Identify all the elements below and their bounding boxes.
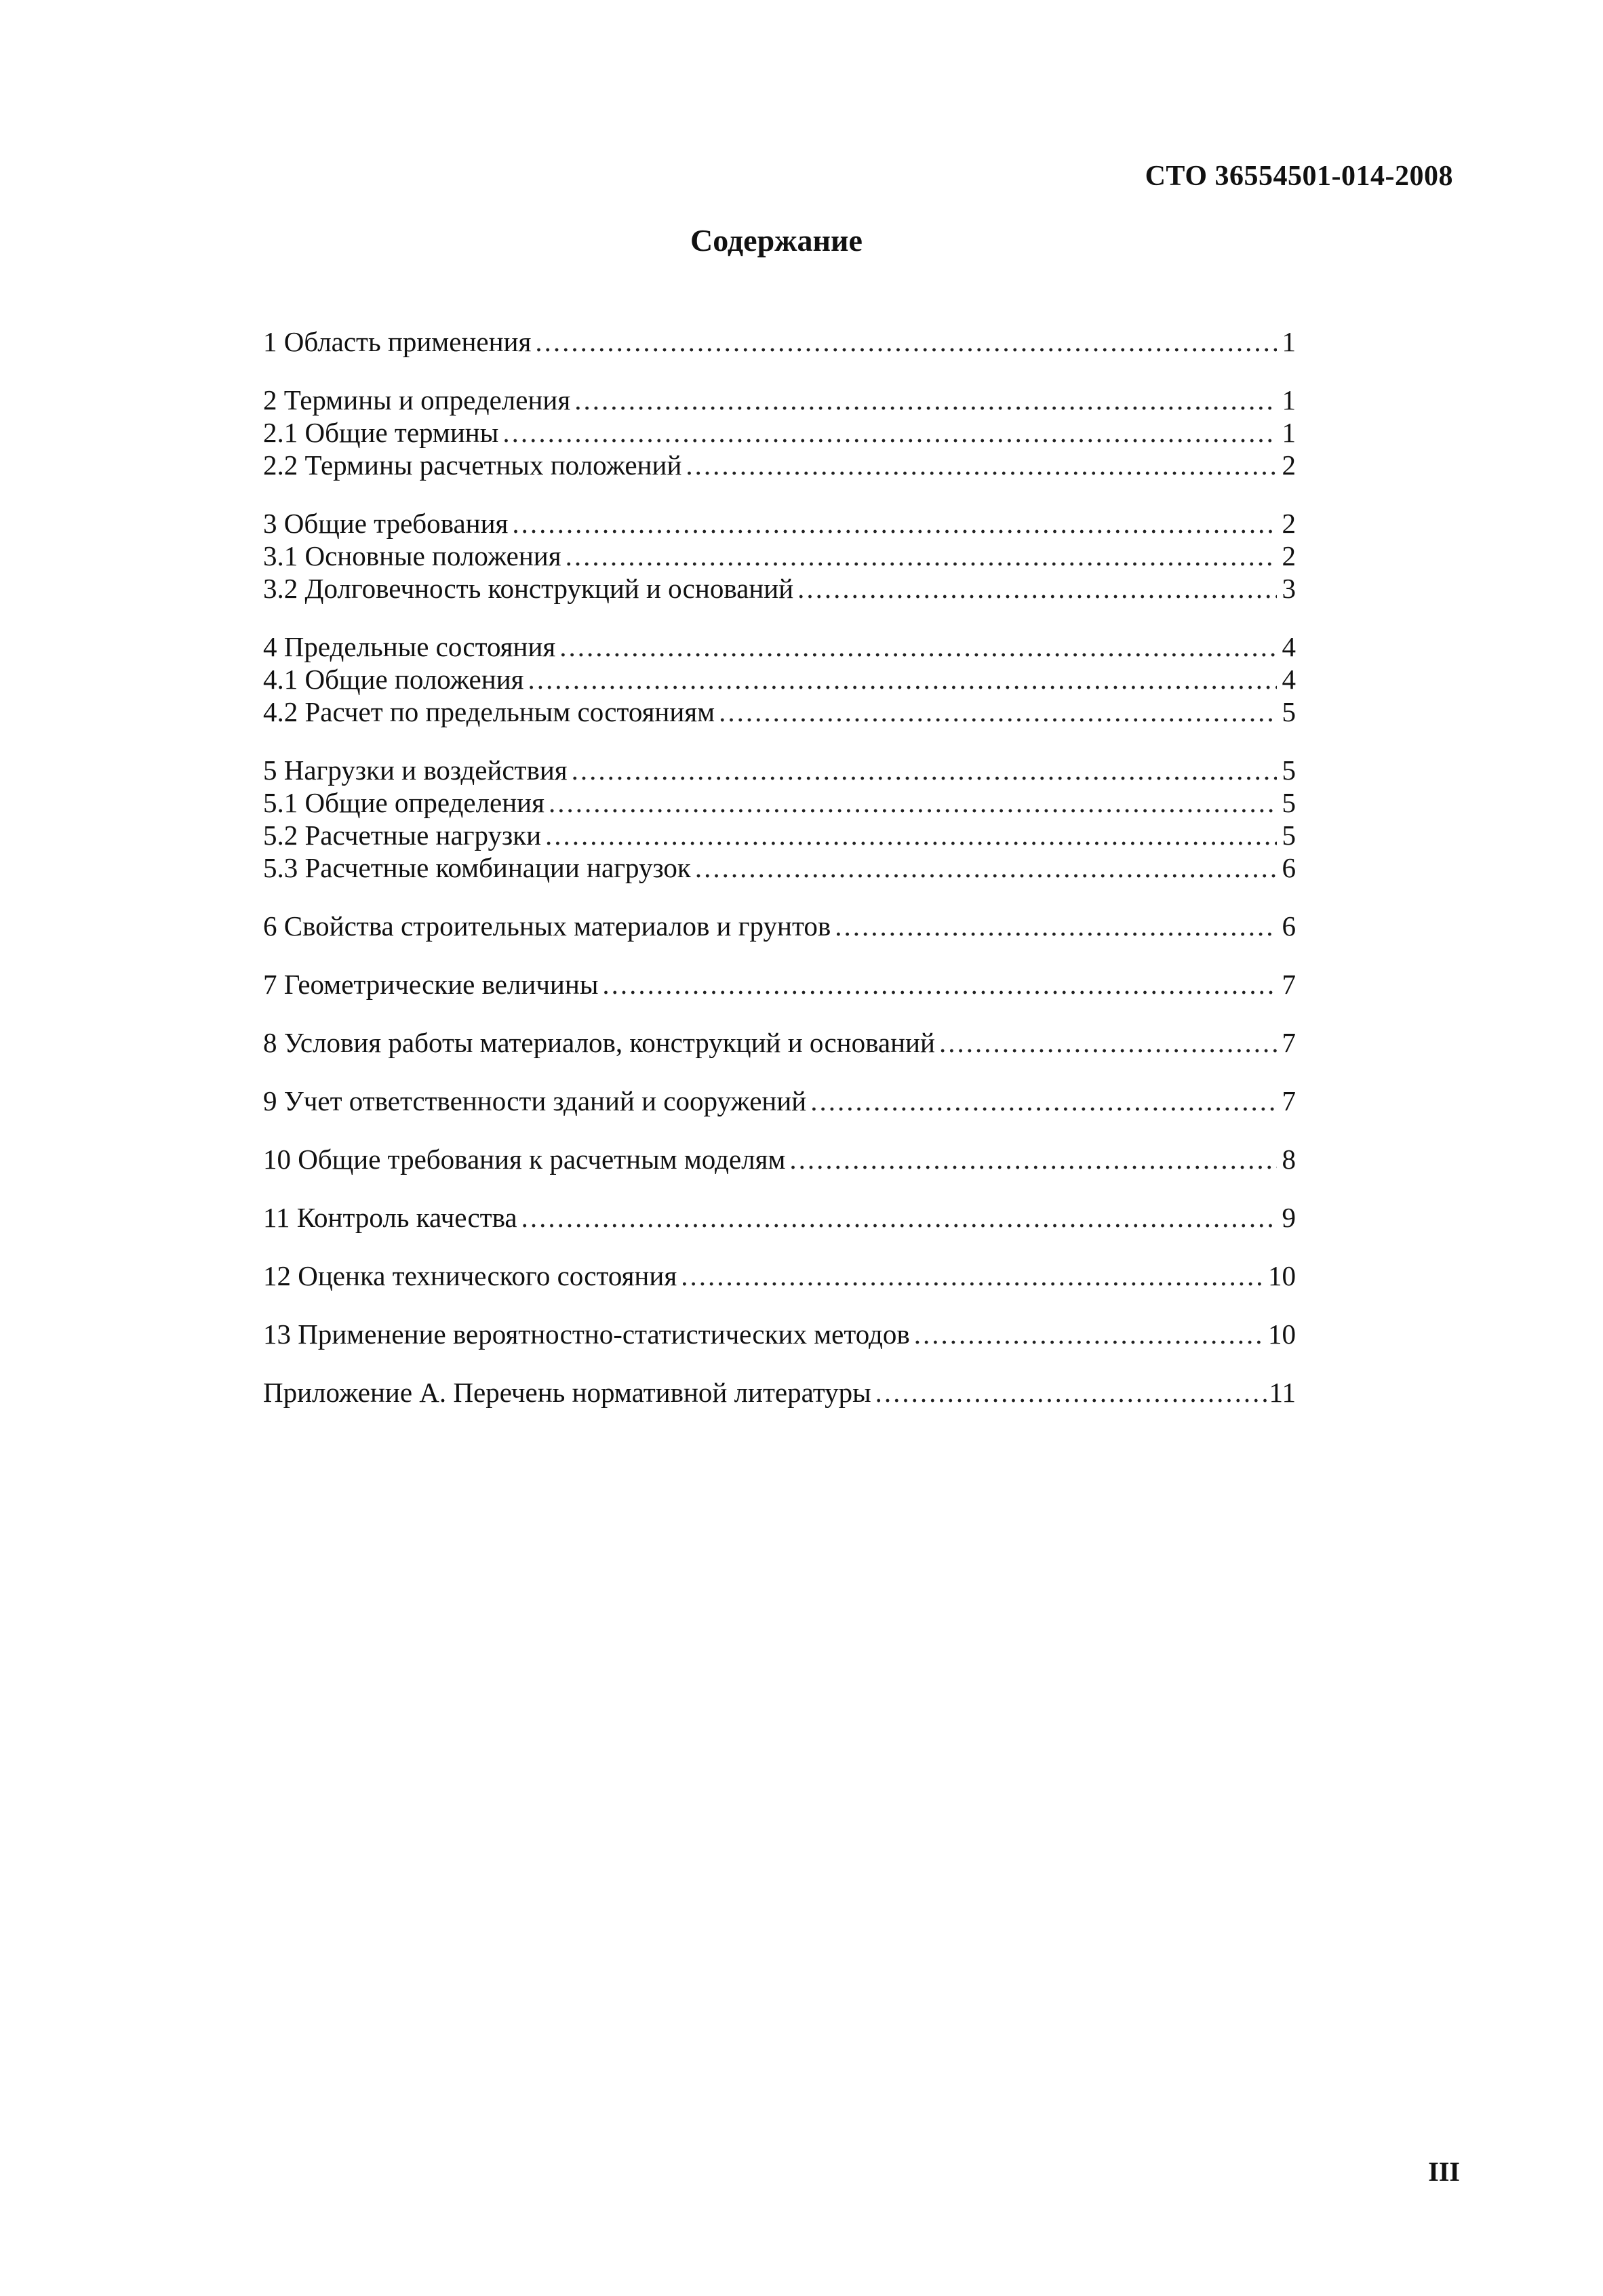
toc-entry-page: 5 — [1282, 696, 1296, 727]
toc-entry[interactable] — [263, 1026, 1296, 1059]
toc-entry-label: 4.2 Расчет по предельным состояниям — [263, 696, 715, 727]
toc-entry-label: 5.3 Расчетные комбинации нагрузок — [263, 852, 691, 883]
toc-entry-page: 2 — [1282, 540, 1296, 571]
toc-entry-label: 5 Нагрузки и воздействия — [263, 754, 568, 786]
toc-entry-label: 11 Контроль качества — [263, 1202, 517, 1233]
dot-leader — [681, 1260, 1265, 1292]
toc-entry-page: 4 — [1282, 664, 1296, 695]
toc-entry[interactable] — [263, 1085, 1296, 1117]
toc-entry-page: 7 — [1282, 969, 1296, 1000]
dot-leader — [810, 1085, 1277, 1117]
toc-entry-page: 1 — [1282, 417, 1296, 448]
dot-leader — [502, 416, 1277, 449]
toc-entry[interactable] — [263, 630, 1296, 663]
toc-entry-page: 11 — [1269, 1377, 1296, 1408]
toc-subentry[interactable] — [263, 416, 1296, 449]
toc-entry[interactable] — [263, 910, 1296, 942]
toc-entry-page: 7 — [1282, 1027, 1296, 1058]
toc-entry[interactable] — [263, 1318, 1296, 1350]
toc-entry-label: 7 Геометрические величины — [263, 969, 599, 1000]
toc-entry-label: 8 Условия работы материалов, конструкций и оснований — [263, 1027, 935, 1058]
toc-entry[interactable] — [263, 384, 1296, 416]
toc-entry-page: 5 — [1282, 787, 1296, 818]
toc-entry-label: 13 Применение вероятностно-статистических методов — [263, 1318, 910, 1350]
dot-leader — [686, 449, 1277, 481]
toc-entry-page: 1 — [1282, 326, 1296, 357]
toc-entry[interactable] — [263, 1260, 1296, 1292]
toc-subentry[interactable] — [263, 663, 1296, 696]
dot-leader — [695, 851, 1277, 884]
page-title: Содержание — [690, 223, 863, 258]
toc-entry-label: 2.1 Общие термины — [263, 417, 499, 448]
toc-entry-page: 6 — [1282, 910, 1296, 942]
toc-entry-label: 2.2 Термины расчетных положений — [263, 449, 682, 481]
toc-entry-label: 5.2 Расчетные нагрузки — [263, 820, 542, 851]
toc-subentry[interactable] — [263, 819, 1296, 851]
toc-entry-page: 3 — [1282, 573, 1296, 604]
toc-subentry[interactable] — [263, 786, 1296, 819]
toc-entry[interactable] — [263, 1143, 1296, 1175]
toc-entry[interactable] — [263, 754, 1296, 786]
dot-leader — [939, 1026, 1277, 1059]
toc-entry-label: 3 Общие требования — [263, 508, 509, 539]
dot-leader — [521, 1201, 1277, 1234]
dot-leader — [602, 968, 1277, 1001]
dot-leader — [875, 1376, 1267, 1409]
toc-entry-label: 2 Термины и определения — [263, 384, 571, 416]
dot-leader — [559, 630, 1277, 663]
toc-entry-page: 7 — [1282, 1085, 1296, 1116]
toc-entry-label: 5.1 Общие определения — [263, 787, 545, 818]
page-number: III — [1428, 2156, 1460, 2187]
toc-entry-page: 9 — [1282, 1202, 1296, 1233]
toc-entry[interactable] — [263, 325, 1296, 358]
toc-entry-page: 10 — [1268, 1260, 1296, 1291]
document-code: СТО 36554501-014-2008 — [1145, 161, 1453, 192]
dot-leader — [914, 1318, 1265, 1350]
toc-entry-page: 5 — [1282, 820, 1296, 851]
toc-entry-label: 12 Оценка технического состояния — [263, 1260, 677, 1291]
toc-entry-page: 10 — [1268, 1318, 1296, 1350]
toc-entry-label: 9 Учет ответственности зданий и сооружений — [263, 1085, 807, 1116]
dot-leader — [549, 786, 1277, 819]
dot-leader — [566, 540, 1277, 572]
toc-entry[interactable] — [263, 968, 1296, 1001]
toc-entry-appendix[interactable] — [263, 1376, 1296, 1409]
table-of-contents — [263, 325, 1296, 1409]
toc-entry-page: 5 — [1282, 754, 1296, 786]
toc-entry-page: 4 — [1282, 631, 1296, 662]
toc-entry-label: 10 Общие требования к расчетным моделям — [263, 1144, 786, 1175]
toc-entry[interactable] — [263, 1201, 1296, 1234]
toc-entry-page: 2 — [1282, 449, 1296, 481]
toc-entry-page: 1 — [1282, 384, 1296, 416]
toc-subentry[interactable] — [263, 540, 1296, 572]
toc-subentry[interactable] — [263, 851, 1296, 884]
toc-entry-label: 4 Предельные состояния — [263, 631, 556, 662]
dot-leader — [835, 910, 1277, 942]
dot-leader — [512, 507, 1277, 540]
toc-entry[interactable] — [263, 507, 1296, 540]
dot-leader — [574, 384, 1277, 416]
toc-entry-page: 2 — [1282, 508, 1296, 539]
toc-entry-page: 8 — [1282, 1144, 1296, 1175]
toc-subentry[interactable] — [263, 449, 1296, 481]
toc-entry-label: Приложение А. Перечень нормативной литературы — [263, 1377, 871, 1408]
dot-leader — [797, 572, 1277, 605]
toc-subentry[interactable] — [263, 572, 1296, 605]
toc-entry-label: 4.1 Общие положения — [263, 664, 524, 695]
toc-entry-label: 3.1 Основные положения — [263, 540, 561, 571]
toc-subentry[interactable] — [263, 696, 1296, 728]
dot-leader — [528, 663, 1278, 696]
toc-entry-page: 6 — [1282, 852, 1296, 883]
dot-leader — [789, 1143, 1277, 1175]
dot-leader — [719, 696, 1277, 728]
toc-entry-label: 3.2 Долговечность конструкций и оснований — [263, 573, 794, 604]
dot-leader — [545, 819, 1277, 851]
dot-leader — [535, 325, 1277, 358]
toc-entry-label: 1 Область применения — [263, 326, 532, 357]
toc-entry-label: 6 Свойства строительных материалов и грунтов — [263, 910, 831, 942]
dot-leader — [572, 754, 1277, 786]
